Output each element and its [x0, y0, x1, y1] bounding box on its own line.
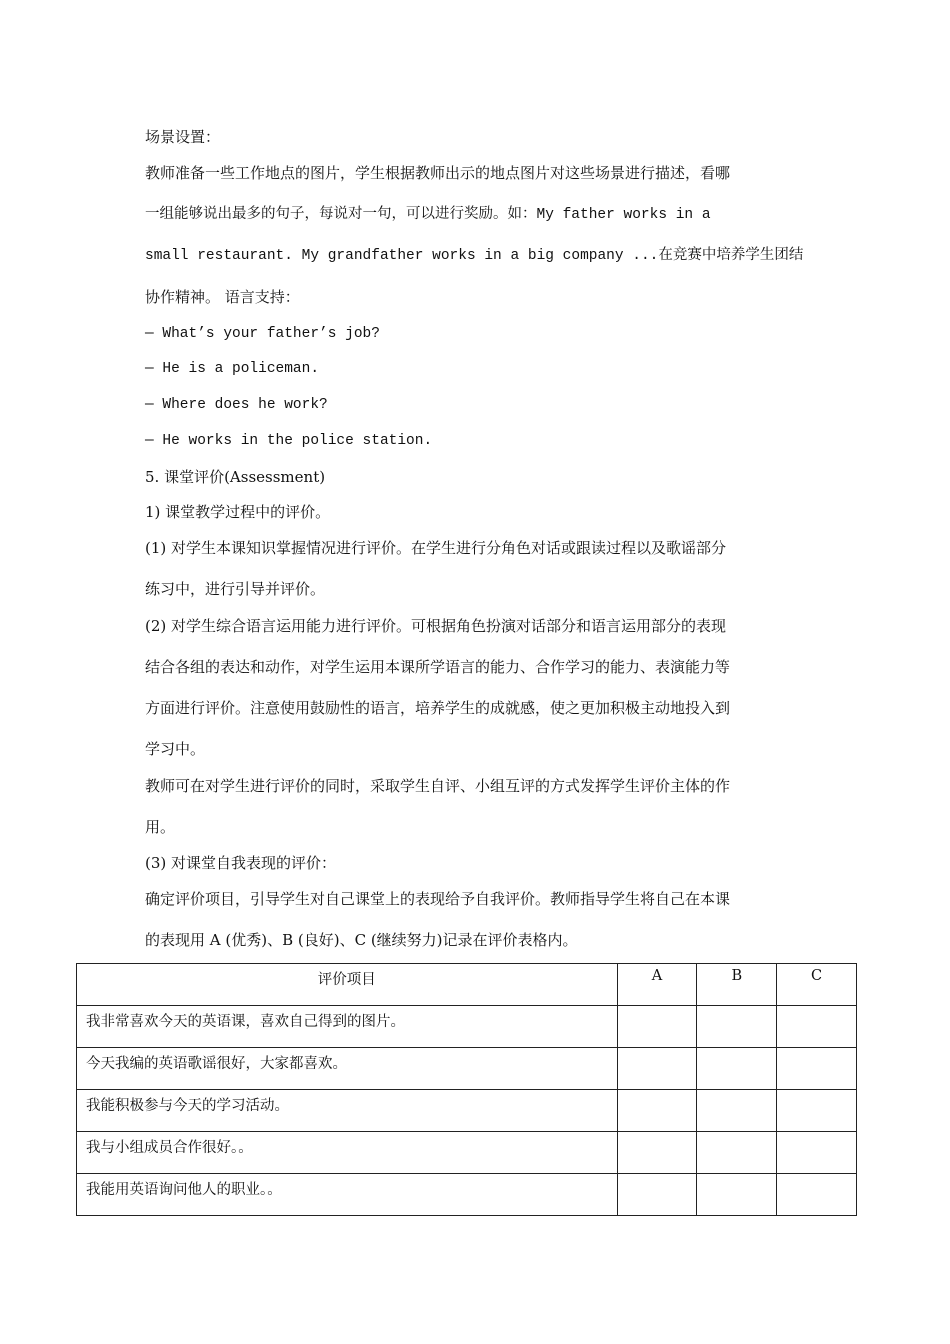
table-row — [77, 1132, 857, 1174]
table-row — [77, 1090, 857, 1132]
table-row — [77, 1048, 857, 1090]
dialogue-line: — He works in the police station. — [145, 433, 433, 449]
table-cell-a[interactable] — [617, 1006, 697, 1048]
column-header-item: 评价项目 — [77, 964, 618, 1006]
table-cell-b[interactable] — [697, 1174, 777, 1216]
table-cell-a[interactable] — [617, 1174, 697, 1216]
paragraph-line: 用。 — [145, 818, 176, 836]
subsection-heading: (3) 对课堂自我表现的评价： — [145, 854, 337, 872]
table-cell-item: 今天我编的英语歌谣很好，大家都喜欢。 — [77, 1048, 618, 1090]
paragraph-line: 一组能够说出最多的句子，每说对一句，可以进行奖励。如：My father works in a — [145, 207, 711, 223]
table-cell-a[interactable] — [617, 1132, 697, 1174]
column-header-c: C — [777, 964, 857, 1006]
table-header-row — [77, 964, 857, 1006]
subsection-heading: 1) 课堂教学过程中的评价。 — [145, 503, 331, 521]
table-cell-c[interactable] — [777, 1090, 857, 1132]
table-cell-c[interactable] — [777, 1006, 857, 1048]
paragraph-line: 结合各组的表达和动作，对学生运用本课所学语言的能力、合作学习的能力、表演能力等 — [145, 658, 731, 676]
table-row — [77, 1174, 857, 1216]
paragraph-line: 方面进行评价。注意使用鼓励性的语言，培养学生的成就感，使之更加积极主动地投入到 — [145, 699, 731, 717]
paragraph-line: 协作精神。 语言支持： — [145, 288, 300, 306]
column-header-b: B — [697, 964, 777, 1006]
table-cell-c[interactable] — [777, 1132, 857, 1174]
dialogue-line: — What’s your father’s job? — [145, 326, 380, 342]
table-cell-b[interactable] — [697, 1048, 777, 1090]
table-cell-b[interactable] — [697, 1090, 777, 1132]
section-heading: 5. 课堂评价(Assessment) — [145, 468, 326, 486]
table-cell-item: 我与小组成员合作很好。。 — [77, 1132, 618, 1174]
table-cell-c[interactable] — [777, 1174, 857, 1216]
table-cell-item: 我能用英语询问他人的职业。。 — [77, 1174, 618, 1216]
paragraph-line: (1) 对学生本课知识掌握情况进行评价。在学生进行分角色对话或跟读过程以及歌谣部分 — [145, 539, 727, 557]
dialogue-line: — He is a policeman. — [145, 361, 320, 377]
paragraph-line: small restaurant. My grandfather works in a big company ...在竞赛中培养学生团结 — [145, 248, 804, 264]
paragraph-line: (2) 对学生综合语言运用能力进行评价。可根据角色扮演对话部分和语言运用部分的表现 — [145, 617, 727, 635]
table-cell-c[interactable] — [777, 1048, 857, 1090]
table-cell-item: 我能积极参与今天的学习活动。 — [77, 1090, 618, 1132]
paragraph-line: 教师准备一些工作地点的图片，学生根据教师出示的地点图片对这些场景进行描述，看哪 — [145, 164, 731, 182]
table-row — [77, 1006, 857, 1048]
table-cell-b[interactable] — [697, 1006, 777, 1048]
table-cell-b[interactable] — [697, 1132, 777, 1174]
column-header-a: A — [617, 964, 697, 1006]
paragraph-line: 学习中。 — [145, 740, 206, 758]
paragraph-line: 的表现用 A (优秀)、B (良好)、C (继续努力)记录在评价表格内。 — [145, 931, 578, 949]
table-cell-a[interactable] — [617, 1048, 697, 1090]
table-cell-item: 我非常喜欢今天的英语课，喜欢自己得到的图片。 — [77, 1006, 618, 1048]
table-cell-a[interactable] — [617, 1090, 697, 1132]
dialogue-line: — Where does he work? — [145, 397, 328, 413]
scene-heading: 场景设置： — [145, 128, 221, 146]
paragraph-line: 确定评价项目，引导学生对自己课堂上的表现给予自我评价。教师指导学生将自己在本课 — [145, 890, 731, 908]
paragraph-line: 练习中，进行引导并评价。 — [145, 580, 326, 598]
paragraph-line: 教师可在对学生进行评价的同时，采取学生自评、小组互评的方式发挥学生评价主体的作 — [145, 777, 731, 795]
assessment-table — [76, 963, 857, 1216]
